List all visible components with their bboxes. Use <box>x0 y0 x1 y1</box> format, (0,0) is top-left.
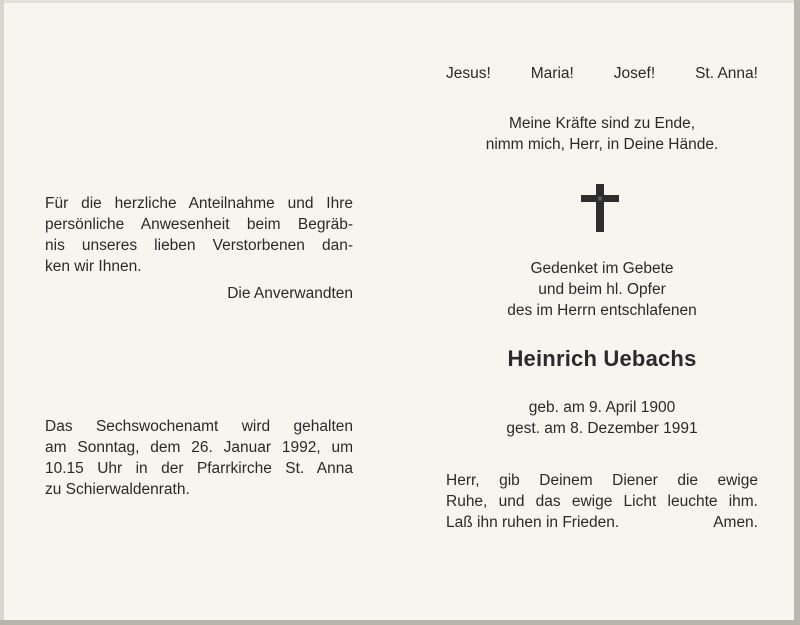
prayer-closing: Laß ihn ruhen in Frieden. <box>446 514 620 531</box>
card-edge-right <box>794 0 800 625</box>
card-edge-left <box>0 0 4 625</box>
invocation-st-anna: St. Anna! <box>695 65 758 82</box>
prayer-line: Ruhe, und das ewige Licht leuchte ihm. <box>446 493 758 510</box>
deceased-name: Heinrich Uebachs <box>507 346 697 371</box>
invocations-line <box>446 63 758 84</box>
verse-line: nimm mich, Herr, in Deine Hände. <box>485 136 719 153</box>
invocation-maria: Maria! <box>530 65 574 82</box>
mass-line: am Sonntag, dem 26. Januar 1992, um <box>45 439 353 456</box>
invocation-jesus: Jesus! <box>446 65 491 82</box>
remembrance-line: des im Herrn entschlafenen <box>507 302 697 319</box>
birth-date: geb. am 9. April 1900 <box>528 399 676 416</box>
invocation-josef: Josef! <box>613 65 656 82</box>
thanks-line: nis unseres lieben Verstorbenen dan- <box>45 237 353 254</box>
thanks-text <box>45 193 353 277</box>
mass-notice <box>45 416 353 500</box>
cross-icon <box>580 183 620 233</box>
thanks-line: persönliche Anwesenheit beim Begräb- <box>45 216 353 233</box>
remembrance-line: und beim hl. Opfer <box>538 281 666 298</box>
prayer <box>446 470 758 533</box>
prayer-line: Herr, gib Deinem Diener die ewige <box>446 472 758 489</box>
death-date: gest. am 8. Dezember 1991 <box>506 420 698 437</box>
verse <box>446 113 758 155</box>
life-dates <box>446 397 758 439</box>
signature: Die Anverwandten <box>227 285 353 302</box>
verse-line: Meine Kräfte sind zu Ende, <box>508 115 696 132</box>
prayer-amen: Amen. <box>713 514 758 531</box>
thanks-line: ken wir Ihnen. <box>45 258 142 275</box>
mass-line: 10.15 Uhr in der Pfarrkirche St. Anna <box>45 460 353 477</box>
card-edge-bottom <box>0 620 800 625</box>
remembrance-line: Gedenket im Gebete <box>530 260 674 277</box>
thanks-line: Für die herzliche Anteilnahme und Ihre <box>45 195 353 212</box>
remembrance-text <box>446 258 758 321</box>
card-edge-top <box>0 0 800 3</box>
mass-line: zu Schierwaldenrath. <box>45 481 190 498</box>
prayer-last-line <box>446 512 758 533</box>
mass-line: Das Sechswochenamt wird gehalten <box>45 418 353 435</box>
